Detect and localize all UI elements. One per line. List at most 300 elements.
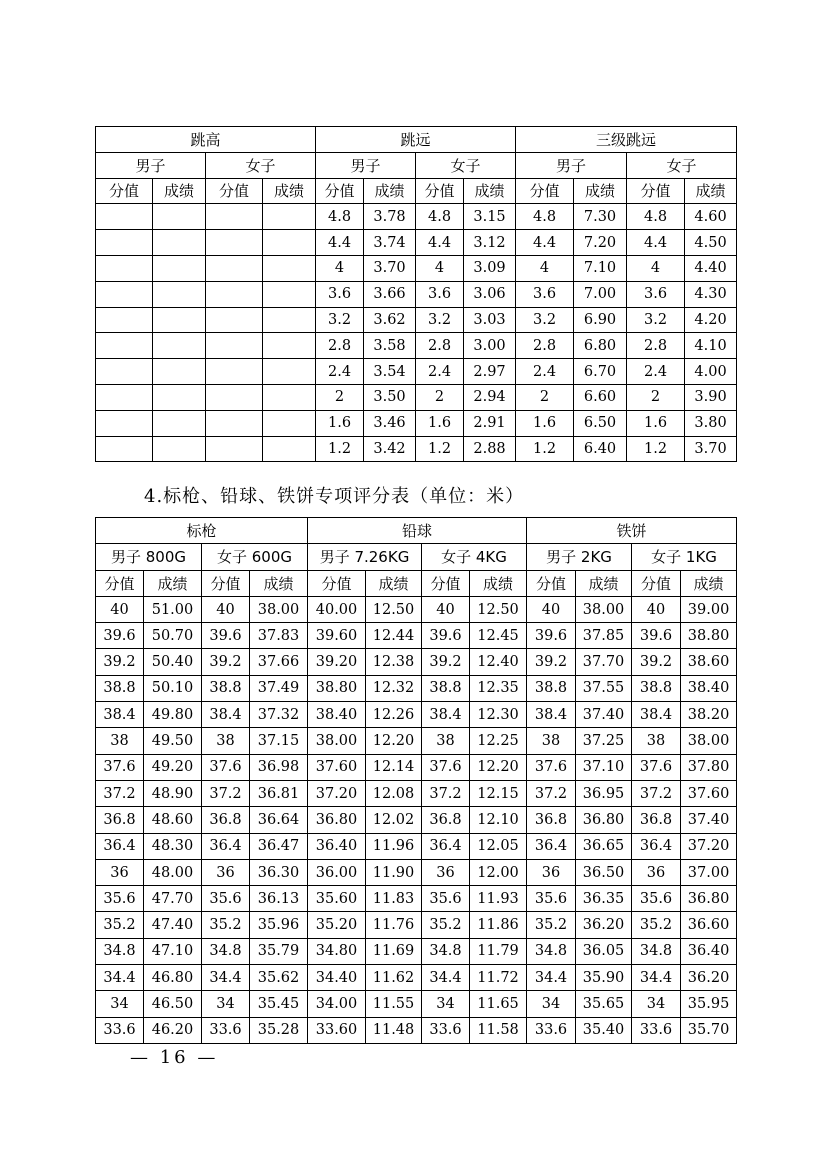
result-cell: 11.86	[470, 912, 527, 938]
score-cell	[96, 384, 153, 410]
result-cell: 11.65	[470, 991, 527, 1017]
score-cell: 1.2	[316, 436, 364, 462]
score-cell: 36.4	[632, 833, 681, 859]
result-cell: 35.62	[250, 965, 308, 991]
result-cell: 3.80	[685, 410, 737, 436]
result-cell: 37.40	[576, 702, 632, 728]
score-cell: 4	[316, 255, 364, 281]
gender-header: 男子 2KG	[527, 544, 632, 570]
score-cell: 38.4	[422, 702, 470, 728]
result-cell: 3.12	[464, 230, 516, 256]
score-cell: 34	[527, 991, 576, 1017]
score-cell: 4.4	[416, 230, 464, 256]
score-cell: 36.00	[308, 859, 366, 885]
score-cell: 39.6	[632, 623, 681, 649]
score-cell: 37.6	[202, 754, 250, 780]
result-cell: 35.45	[250, 991, 308, 1017]
result-cell: 37.32	[250, 702, 308, 728]
score-cell: 36	[422, 859, 470, 885]
score-cell: 35.2	[202, 912, 250, 938]
result-cell: 38.40	[681, 675, 737, 701]
jump-table-body	[96, 204, 737, 462]
gender-header: 女子 1KG	[632, 544, 737, 570]
score-cell: 38.40	[308, 702, 366, 728]
result-cell	[263, 359, 316, 385]
result-cell: 36.95	[576, 780, 632, 806]
result-cell: 35.70	[681, 1017, 737, 1043]
result-cell: 36.05	[576, 938, 632, 964]
score-cell: 36.8	[96, 807, 144, 833]
table-row	[96, 281, 737, 307]
table-row	[96, 938, 737, 964]
result-cell: 12.05	[470, 833, 527, 859]
score-cell: 33.6	[202, 1017, 250, 1043]
result-cell: 11.79	[470, 938, 527, 964]
score-cell: 35.6	[422, 886, 470, 912]
score-cell	[96, 307, 153, 333]
table-row	[96, 359, 737, 385]
result-cell: 50.70	[144, 623, 202, 649]
score-cell: 34.8	[202, 938, 250, 964]
result-cell: 12.00	[470, 859, 527, 885]
score-cell: 35.2	[422, 912, 470, 938]
result-cell: 12.50	[366, 596, 422, 622]
result-cell: 36.13	[250, 886, 308, 912]
score-cell: 38	[422, 728, 470, 754]
result-cell: 37.85	[576, 623, 632, 649]
gender-header: 女子	[206, 152, 316, 178]
event-triple-jump: 三级跳远	[516, 127, 737, 153]
result-cell: 36.50	[576, 859, 632, 885]
result-cell: 3.06	[464, 281, 516, 307]
column-header: 分值	[527, 570, 576, 596]
result-cell: 11.90	[366, 859, 422, 885]
event-header-row	[96, 127, 737, 153]
score-cell	[96, 359, 153, 385]
score-cell: 38	[527, 728, 576, 754]
score-cell: 36	[632, 859, 681, 885]
column-header: 分值	[422, 570, 470, 596]
result-cell	[263, 307, 316, 333]
table-row	[96, 333, 737, 359]
result-cell: 3.74	[364, 230, 416, 256]
gender-header: 女子 4KG	[422, 544, 527, 570]
column-header: 成绩	[366, 570, 422, 596]
score-cell: 2	[416, 384, 464, 410]
score-cell: 36	[96, 859, 144, 885]
column-header: 成绩	[470, 570, 527, 596]
score-cell: 4.4	[516, 230, 574, 256]
result-cell	[153, 436, 206, 462]
score-cell: 35.6	[527, 886, 576, 912]
column-header: 成绩	[250, 570, 308, 596]
result-cell: 35.90	[576, 965, 632, 991]
score-cell: 1.6	[316, 410, 364, 436]
score-cell: 3.6	[627, 281, 685, 307]
result-cell: 12.38	[366, 649, 422, 675]
score-cell: 3.6	[416, 281, 464, 307]
score-cell: 2.8	[516, 333, 574, 359]
column-header: 分值	[206, 178, 263, 204]
result-cell	[153, 307, 206, 333]
score-cell: 40.00	[308, 596, 366, 622]
result-cell: 50.40	[144, 649, 202, 675]
result-cell: 3.66	[364, 281, 416, 307]
table-row	[96, 728, 737, 754]
gender-header: 男子	[516, 152, 627, 178]
result-cell: 48.00	[144, 859, 202, 885]
result-cell: 12.50	[470, 596, 527, 622]
result-cell	[263, 230, 316, 256]
result-cell: 49.50	[144, 728, 202, 754]
score-cell: 33.6	[422, 1017, 470, 1043]
gender-header-row	[96, 544, 737, 570]
score-cell: 35.2	[527, 912, 576, 938]
result-cell: 3.03	[464, 307, 516, 333]
score-cell: 3.6	[516, 281, 574, 307]
result-cell: 35.96	[250, 912, 308, 938]
result-cell: 36.20	[576, 912, 632, 938]
score-cell: 40	[527, 596, 576, 622]
score-cell: 1.6	[627, 410, 685, 436]
column-header: 成绩	[574, 178, 627, 204]
score-cell: 40	[202, 596, 250, 622]
score-cell: 40	[96, 596, 144, 622]
result-cell	[153, 230, 206, 256]
column-header: 成绩	[464, 178, 516, 204]
column-header: 分值	[96, 570, 144, 596]
table-row	[96, 780, 737, 806]
score-cell: 37.60	[308, 754, 366, 780]
column-header: 分值	[202, 570, 250, 596]
table-row	[96, 912, 737, 938]
score-cell: 4.8	[416, 204, 464, 230]
score-cell: 34.80	[308, 938, 366, 964]
result-cell: 12.15	[470, 780, 527, 806]
result-cell: 37.20	[681, 833, 737, 859]
result-cell: 37.83	[250, 623, 308, 649]
column-header: 成绩	[144, 570, 202, 596]
result-cell: 35.65	[576, 991, 632, 1017]
result-cell: 2.91	[464, 410, 516, 436]
result-cell: 47.70	[144, 886, 202, 912]
result-cell: 36.40	[681, 938, 737, 964]
score-cell: 39.2	[202, 649, 250, 675]
gender-header-row	[96, 152, 737, 178]
score-cell: 37.6	[527, 754, 576, 780]
result-cell: 3.58	[364, 333, 416, 359]
result-cell: 11.62	[366, 965, 422, 991]
score-cell: 38.8	[632, 675, 681, 701]
result-cell	[263, 410, 316, 436]
table-row	[96, 965, 737, 991]
score-cell: 36.8	[527, 807, 576, 833]
score-cell: 2.4	[516, 359, 574, 385]
throw-scoring-table	[95, 517, 737, 1044]
table-row	[96, 384, 737, 410]
table-row	[96, 1017, 737, 1043]
score-cell	[206, 307, 263, 333]
result-cell: 3.70	[364, 255, 416, 281]
result-cell: 3.46	[364, 410, 416, 436]
result-cell: 36.98	[250, 754, 308, 780]
score-cell: 34.8	[422, 938, 470, 964]
result-cell: 47.40	[144, 912, 202, 938]
score-cell: 34	[422, 991, 470, 1017]
result-cell: 49.80	[144, 702, 202, 728]
score-cell: 34.4	[202, 965, 250, 991]
result-cell: 6.50	[574, 410, 627, 436]
column-header: 成绩	[263, 178, 316, 204]
score-cell: 40	[422, 596, 470, 622]
result-cell: 6.40	[574, 436, 627, 462]
gender-header: 男子	[316, 152, 416, 178]
result-cell: 11.93	[470, 886, 527, 912]
result-cell: 6.80	[574, 333, 627, 359]
result-cell: 12.25	[470, 728, 527, 754]
result-cell: 6.90	[574, 307, 627, 333]
result-cell	[153, 281, 206, 307]
score-cell	[96, 436, 153, 462]
score-cell: 35.20	[308, 912, 366, 938]
score-cell: 3.2	[316, 307, 364, 333]
gender-header: 女子	[416, 152, 516, 178]
table-row	[96, 833, 737, 859]
result-cell: 7.30	[574, 204, 627, 230]
result-cell: 35.40	[576, 1017, 632, 1043]
score-cell	[206, 436, 263, 462]
result-cell: 7.00	[574, 281, 627, 307]
score-cell: 33.6	[96, 1017, 144, 1043]
result-cell: 37.40	[681, 807, 737, 833]
score-cell: 35.2	[632, 912, 681, 938]
score-cell	[206, 281, 263, 307]
result-cell: 11.58	[470, 1017, 527, 1043]
result-cell: 38.00	[250, 596, 308, 622]
score-cell	[206, 204, 263, 230]
result-cell: 38.00	[681, 728, 737, 754]
score-cell: 37.20	[308, 780, 366, 806]
table-row	[96, 886, 737, 912]
column-header: 分值	[316, 178, 364, 204]
score-cell: 38.80	[308, 675, 366, 701]
column-header-row	[96, 570, 737, 596]
result-cell: 4.30	[685, 281, 737, 307]
result-cell: 37.25	[576, 728, 632, 754]
result-cell: 12.35	[470, 675, 527, 701]
result-cell: 2.88	[464, 436, 516, 462]
score-cell: 39.2	[422, 649, 470, 675]
gender-header: 女子	[627, 152, 737, 178]
result-cell: 3.00	[464, 333, 516, 359]
score-cell: 36.8	[202, 807, 250, 833]
score-cell: 40	[632, 596, 681, 622]
result-cell: 36.20	[681, 965, 737, 991]
result-cell: 36.47	[250, 833, 308, 859]
score-cell: 35.6	[632, 886, 681, 912]
gender-header: 男子 800G	[96, 544, 202, 570]
result-cell	[263, 333, 316, 359]
score-cell	[206, 384, 263, 410]
score-cell: 34	[202, 991, 250, 1017]
score-cell: 3.2	[416, 307, 464, 333]
result-cell: 12.10	[470, 807, 527, 833]
gender-header: 男子 7.26KG	[308, 544, 422, 570]
score-cell	[206, 410, 263, 436]
result-cell: 48.60	[144, 807, 202, 833]
result-cell: 37.60	[681, 780, 737, 806]
score-cell: 34.40	[308, 965, 366, 991]
throw-table-body	[96, 596, 737, 1043]
table-row	[96, 204, 737, 230]
result-cell: 12.08	[366, 780, 422, 806]
score-cell: 35.6	[202, 886, 250, 912]
result-cell: 36.64	[250, 807, 308, 833]
score-cell: 38	[632, 728, 681, 754]
score-cell: 39.6	[422, 623, 470, 649]
column-header: 分值	[96, 178, 153, 204]
result-cell: 36.65	[576, 833, 632, 859]
score-cell: 2.4	[416, 359, 464, 385]
result-cell	[153, 333, 206, 359]
score-cell: 39.6	[96, 623, 144, 649]
score-cell: 1.6	[416, 410, 464, 436]
result-cell: 11.76	[366, 912, 422, 938]
score-cell	[206, 333, 263, 359]
score-cell: 38.4	[527, 702, 576, 728]
score-cell: 39.60	[308, 623, 366, 649]
table-row	[96, 754, 737, 780]
score-cell: 2.4	[627, 359, 685, 385]
score-cell: 1.6	[516, 410, 574, 436]
result-cell: 37.00	[681, 859, 737, 885]
result-cell: 48.90	[144, 780, 202, 806]
table-row	[96, 702, 737, 728]
result-cell: 36.30	[250, 859, 308, 885]
result-cell: 11.55	[366, 991, 422, 1017]
score-cell: 33.60	[308, 1017, 366, 1043]
result-cell: 38.80	[681, 623, 737, 649]
result-cell: 12.14	[366, 754, 422, 780]
score-cell: 38	[202, 728, 250, 754]
result-cell: 36.81	[250, 780, 308, 806]
result-cell: 36.80	[681, 886, 737, 912]
score-cell: 36.4	[96, 833, 144, 859]
result-cell	[153, 410, 206, 436]
score-cell: 36.8	[632, 807, 681, 833]
score-cell	[96, 333, 153, 359]
score-cell: 3.2	[516, 307, 574, 333]
result-cell: 11.69	[366, 938, 422, 964]
score-cell: 37.6	[422, 754, 470, 780]
column-header: 分值	[308, 570, 366, 596]
result-cell: 46.50	[144, 991, 202, 1017]
result-cell: 11.72	[470, 965, 527, 991]
table-row	[96, 991, 737, 1017]
score-cell: 34.8	[527, 938, 576, 964]
score-cell: 34.8	[632, 938, 681, 964]
score-cell: 36.8	[422, 807, 470, 833]
table-row	[96, 596, 737, 622]
score-cell: 33.6	[632, 1017, 681, 1043]
score-cell: 36	[527, 859, 576, 885]
score-cell: 34.00	[308, 991, 366, 1017]
result-cell: 48.30	[144, 833, 202, 859]
column-header: 分值	[416, 178, 464, 204]
result-cell	[153, 255, 206, 281]
result-cell: 4.10	[685, 333, 737, 359]
result-cell: 3.15	[464, 204, 516, 230]
score-cell	[206, 230, 263, 256]
score-cell: 38.4	[96, 702, 144, 728]
score-cell: 34	[96, 991, 144, 1017]
score-cell: 39.6	[527, 623, 576, 649]
score-cell	[96, 230, 153, 256]
result-cell: 36.80	[576, 807, 632, 833]
score-cell: 2.8	[627, 333, 685, 359]
event-header-row	[96, 518, 737, 544]
score-cell: 2	[316, 384, 364, 410]
score-cell	[96, 281, 153, 307]
result-cell: 6.70	[574, 359, 627, 385]
result-cell: 12.20	[470, 754, 527, 780]
result-cell: 3.70	[685, 436, 737, 462]
score-cell	[206, 255, 263, 281]
score-cell: 4.8	[316, 204, 364, 230]
score-cell: 35.2	[96, 912, 144, 938]
result-cell: 37.66	[250, 649, 308, 675]
result-cell: 12.26	[366, 702, 422, 728]
section-heading: 4.标枪、铅球、铁饼专项评分表（单位：米）	[144, 486, 525, 507]
result-cell: 4.60	[685, 204, 737, 230]
table-row	[96, 649, 737, 675]
score-cell: 38	[96, 728, 144, 754]
score-cell: 36.4	[527, 833, 576, 859]
column-header: 成绩	[681, 570, 737, 596]
score-cell: 4.4	[316, 230, 364, 256]
score-cell: 34	[632, 991, 681, 1017]
score-cell: 38.4	[202, 702, 250, 728]
score-cell: 34.8	[96, 938, 144, 964]
result-cell: 37.70	[576, 649, 632, 675]
result-cell: 11.83	[366, 886, 422, 912]
result-cell: 3.90	[685, 384, 737, 410]
score-cell	[206, 359, 263, 385]
score-cell: 36.4	[202, 833, 250, 859]
event-javelin: 标枪	[96, 518, 308, 544]
score-cell: 2.8	[416, 333, 464, 359]
score-cell: 2	[627, 384, 685, 410]
result-cell	[263, 204, 316, 230]
column-header: 成绩	[576, 570, 632, 596]
score-cell: 37.2	[202, 780, 250, 806]
result-cell: 12.32	[366, 675, 422, 701]
score-cell	[96, 255, 153, 281]
event-high-jump: 跳高	[96, 127, 316, 153]
result-cell	[263, 384, 316, 410]
score-cell: 39.6	[202, 623, 250, 649]
score-cell: 34.4	[422, 965, 470, 991]
result-cell: 37.10	[576, 754, 632, 780]
result-cell: 11.48	[366, 1017, 422, 1043]
score-cell: 37.6	[632, 754, 681, 780]
result-cell: 12.30	[470, 702, 527, 728]
score-cell: 34.4	[527, 965, 576, 991]
score-cell: 2.8	[316, 333, 364, 359]
score-cell: 37.2	[527, 780, 576, 806]
result-cell: 2.97	[464, 359, 516, 385]
result-cell: 3.09	[464, 255, 516, 281]
